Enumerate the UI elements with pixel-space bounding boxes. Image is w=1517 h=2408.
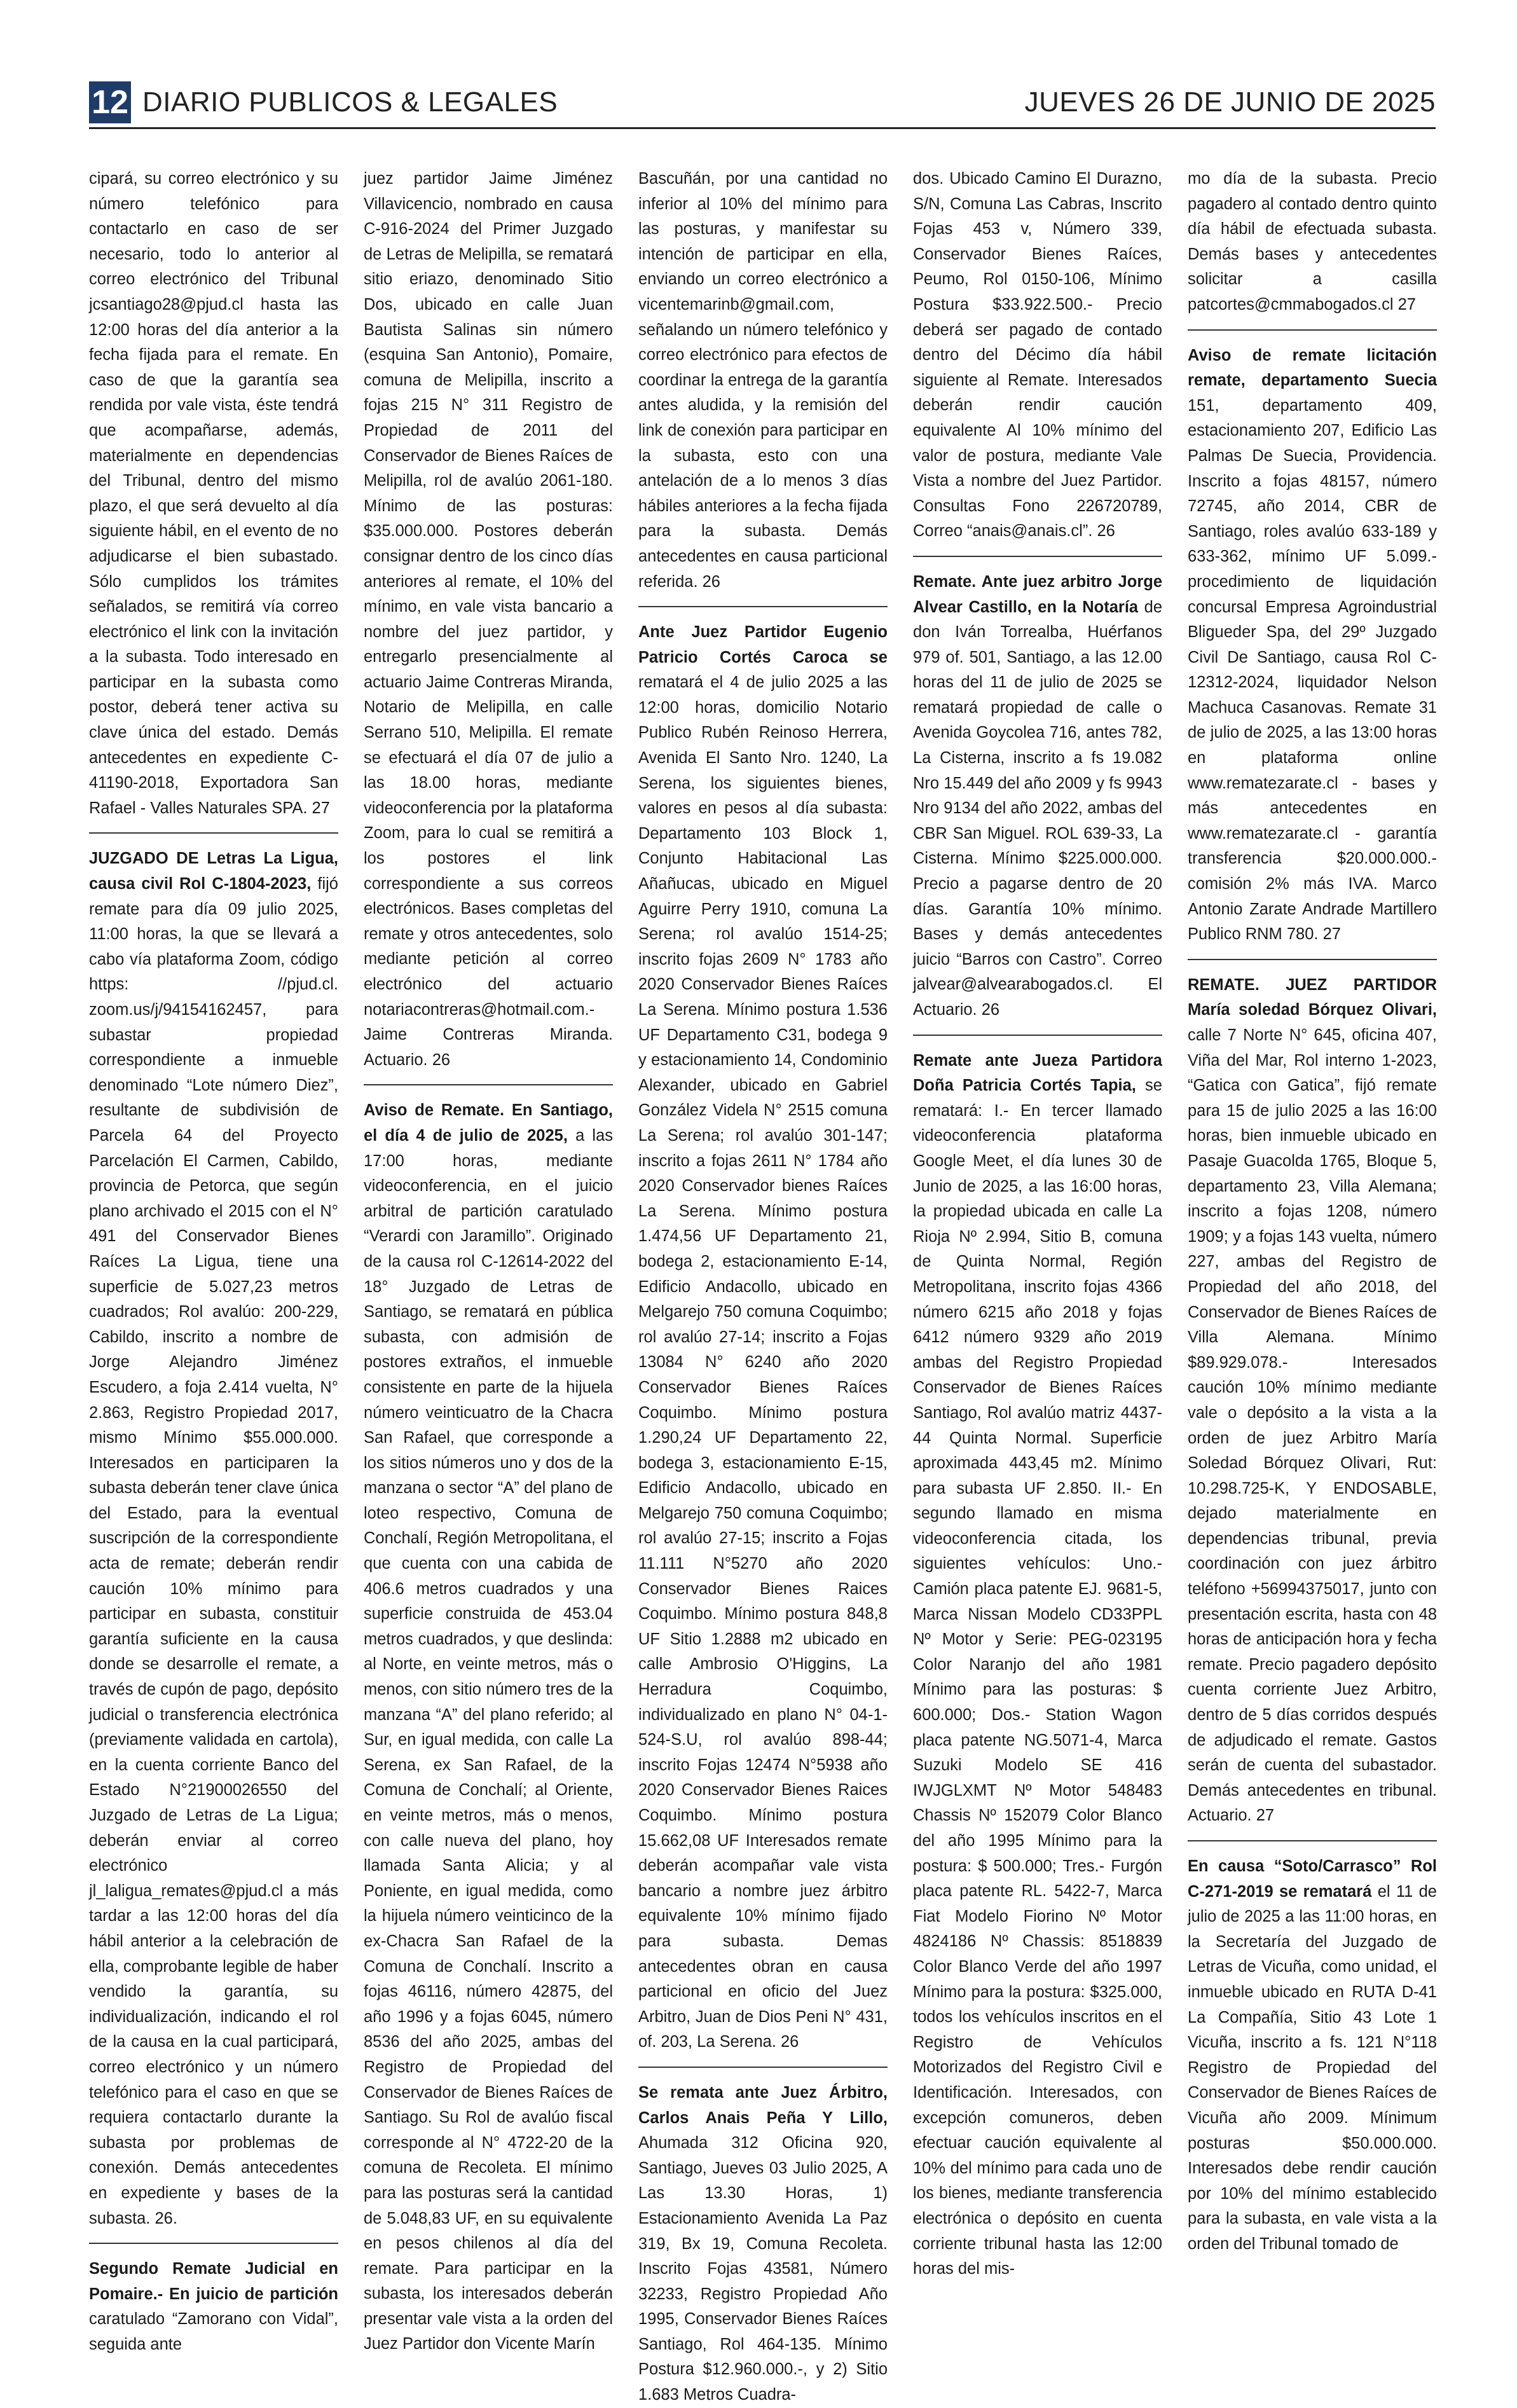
page-number: 12 — [89, 81, 131, 123]
notice — [89, 2257, 338, 2357]
masthead — [89, 81, 1436, 123]
notice-headline: Segundo Remate Judicial en Pomaire.- En juicio de partición — [89, 2260, 338, 2303]
notice — [1188, 1854, 1437, 2257]
notice — [1188, 167, 1437, 318]
notice-body: rematará el 4 de julio 2025 a las 12:00 horas, domicilio Notario Publico Rubén Reinoso Herrera, Avenida El Santo Nro. 1240, La Serena, los siguientes bienes, valores en pesos al día subasta: Departamento 103 Block 1, Conjunto Habitacional Las Añañucas, ubicado en Miguel Aguirre Perry 1910, comuna La Serena; rol avalúo 1514-25; inscrito fojas 2609 N° 1783 año 2020 Conservador Bienes Raíces La Serena. Mínimo postura 1.536 UF Departamento C31, bodega 9 y estacionamiento 14, Condominio Alexander, ubicado en Gabriel González Videla N° 2515 comuna La Serena; rol avalúo 301-147; inscrito a fojas 2611 N° 1784 año 2020 Conservador bienes Raíces La Serena. Mínimo postura 1.474,56 UF Departamento 21, bodega 2, estacionamiento E-14, Edificio Andacollo, ubicado en Melgarejo 750 comuna Coquimbo; rol avalúo 27-14; inscrito a Fojas 13084 N° 6240 año 2020 Conservador Bienes Raíces Coquimbo. Mínimo postura 1.290,24 UF Departamento 22, bodega 3, estacionamiento E-15, Edificio Andacollo, ubicado en Melgarejo 750 comuna Coquimbo; rol avalúo 27-15; inscrito a Fojas 11.111 N°5270 año 2020 Conservador Bienes Raices Coquimbo. Mínimo postura 848,8 UF Sitio 1.2888 m2 ubicado en calle Ambrosio O'Higgins, La Herradura Coquimbo, individualizado en plano N° 04-1- 524-S.U, rol avalúo 898-44; inscrito Fojas 12474 N°5938 año 2020 Conservador Bienes Raices Coquimbo. Mínimo postura 15.662,08 UF Interesados remate deberán acompañar vale vista bancario a nombre juez árbitro equivalente 10% mínimo fijado para subasta. Demas antecedentes obran en causa particional en oficio del Juez Arbitro, Juan de Dios Peni N° 431, of. 203, La Serena. 26 — [638, 673, 888, 2051]
notice — [1188, 973, 1437, 1829]
notice-separator — [1188, 329, 1437, 331]
notice-headline: Ante Juez Partidor Eugenio Patricio Cortés Caroca se — [638, 623, 888, 666]
issue-date: JUEVES 26 DE JUNIO DE 2025 — [1024, 86, 1436, 118]
column-1 — [89, 167, 338, 2353]
notice — [638, 2081, 888, 2408]
notice-separator — [638, 606, 888, 607]
notice-body: a las 17:00 horas, mediante videoconferencia, en el juicio arbitral de partición caratulado “Verardi con Jaramillo”. Originado de la causa rol C-12614-2022 del 18° Juzgado de Letras de Santiago, se rematará en pública subasta, con admisión de postores extraños, el inmueble consistente en parte de la hijuela número veinticuatro de la Chacra San Rafael, que corresponde a los sitios números uno y dos de la manzana o sector “A” del plano de loteo respectivo, Comuna de Conchalí, Región Metropolitana, el que cuenta con una cabida de 406.6 metros cuadrados y una superficie construida de 453.04 metros cuadrados, y que deslinda: al Norte, en veinte metros, más o menos, con sitio número tres de la manzana “A” del plano referido; al Sur, en igual medida, con calle La Serena, ex San Rafael, de la Comuna de Conchalí; al Oriente, en veinte metros, más o menos, con calle nueva del plano, hoy llamada Santa Alicia; y al Poniente, en igual medida, como la hijuela número veinticinco de la ex-Chacra San Rafael de la Comuna de Conchalí. Inscrito a fojas 46116, número 42875, del año 1996 y a fojas 6045, número 8536 del año 2025, ambas del Registro de Propiedad del Conservador de Bienes Raíces de Santiago. Su Rol de avalúo fiscal corresponde al N° 4722-20 de la comuna de Recoleta. El mínimo para las posturas será la cantidad de 5.048,83 UF, en su equivalente en pesos chilenos al día del remate. Para participar en la subasta, los interesados deberán presentar vale vista a la orden del Juez Partidor don Vicente Marín — [364, 1126, 613, 2353]
notice-separator — [364, 1084, 613, 1085]
notice-body: se rematará: I.- En tercer llamado videoconferencia plataforma Google Meet, el día lunes 30 de Junio de 2025, a las 16:00 horas, la propiedad ubicada en calle La Rioja Nº 2.994, Sitio B, comuna de Quinta Normal, Región Metropolitana, inscrito fojas 4366 número 6215 año 2018 y fojas 6412 número 9329 año 2019 ambas del Registro Propiedad Conservador de Bienes Raíces Santiago, Rol avalúo matriz 4437-44 Quinta Normal. Superficie aproximada 443,45 m2. Mínimo para subasta UF 2.850. II.- En segundo llamado en misma videoconferencia citada, los siguientes vehículos: Uno.-Camión placa patente EJ. 9681-5, Marca Nissan Modelo CD33PPL Nº Motor y Serie: PEG-023195 Color Naranjo del año 1981 Mínimo para las posturas: $ 600.000; Dos.- Station Wagon placa patente NG.5071-4, Marca Suzuki Modelo SE 416 IWJGLXMT Nº Motor 548483 Chassis Nº 152079 Color Blanco del año 1995 Mínimo para la postura: $ 500.000; Tres.- Furgón placa patente RL. 5422-7, Marca Fiat Modelo Fiorino Nº Motor 4824186 Nº Chassis: 8518839 Color Blanco Verde del año 1997 Mínimo para la postura: $325.000, todos los vehículos inscritos en el Registro de Vehículos Motorizados del Registro Civil e Identificación. Interesados, con excepción comuneros, deben efectuar caución equivalente al 10% del mínimo para cada uno de los bienes, mediante transferencia electrónica o depósito en cuenta corriente tribunal hasta las 12:00 horas del mis- — [913, 1077, 1162, 2278]
notice-separator — [913, 556, 1162, 557]
notice-body: dos. Ubicado Camino El Durazno, S/N, Comuna Las Cabras, Inscrito Fojas 453 v, Número 339, Conservador Bienes Raíces, Peumo, Rol 0150-106, Mínimo Postura $33.922.500.- Precio deberá ser pagado de contado dentro del Décimo día hábil siguiente al Remate. Interesados deberán rendir caución equivalente Al 10% mínimo del valor de postura, mediante Vale Vista a nombre del Juez Partidor. Consultas Fono 226720789, Correo “anais@anais.cl”. 26 — [913, 170, 1162, 540]
column-4 — [913, 167, 1163, 2278]
notice-body: 151, departamento 409, estacionamiento 207, Edificio Las Palmas De Suecia, Providencia. Inscrito a fojas 48157, número 72745, año 2014, CBR de Santiago, roles avalúo 633-189 y 633-362, mínimo UF 5.099.- procedimiento de liquidación concursal Empresa Agroindustrial Bliguеder Spa, del 29º Juzgado Civil De Santiago, causa Rol C-12312-2024, liquidador Nelson Machuca Casanovas. Remate 31 de julio de 2025, a las 13:00 horas en plataforma online www.rematezarate.cl - bases y más antecedentes en www.rematezarate.cl - garantía transferencia $20.000.000.- comisión 2% más IVA. Marco Antonio Zarate Andrade Martillero Publico RNM 780. 27 — [1188, 396, 1437, 944]
notice — [1188, 343, 1437, 947]
notice — [89, 167, 338, 821]
notice-body: caratulado “Zamorano con Vidal”, seguida ante — [89, 2310, 338, 2353]
notice-headline: Remate ante Jueza Partidora Doña Patricia Cortés Tapia, — [913, 1051, 1162, 1095]
notice-separator — [638, 2067, 888, 2068]
notice-body: cipará, su correo electrónico y su número telefónico para contactarlo en caso de ser necesario, todo lo anterior al correo electrónico del Tribunal jcsantiago28@pjud.cl hasta las 12:00 horas del día anterior a la fecha fijada para el remate. En caso de que la garantía sea rendida por vale vista, éste tendrá que acompañarse, además, materialmente en dependencias del Tribunal, dentro del mismo plazo, el que será devuelto al día siguiente hábil, en el evento de no adjudicarse el bien subastado. Sólo cumplidos los trámites señalados, se remitirá vía correo electrónico el link con la invitación a la subasta. Todo interesado en participar en la subasta como postor, deberá tener activa su clave única del estado. Demás antecedentes en expediente C-41190-2018, Exportadora San Rafael - Valles Naturales SPA. 27 — [89, 170, 338, 817]
notice-body: el 11 de julio de 2025 a las 11:00 horas, en la Secretaría del Juzgado de Letras de Vicuña, como unidad, el inmueble ubicado en RUTA D-41 La Compañía, Sitio 43 Lote 1 Vicuña, inscrito a fs. 121 N°118 Registro de Propiedad del Conservador de Bienes Raíces de Vicuña año 2009. Mínimum posturas $50.000.000. Interesados debe rendir caución por 10% del mínimo establecido para la subasta, en vale vista a la orden del Tribunal tomado de — [1188, 1882, 1437, 2253]
notice-separator — [1188, 1840, 1437, 1841]
notice — [364, 1098, 613, 2357]
notice — [364, 167, 613, 1073]
notice-headline: Se remata ante Juez Árbitro, Carlos Anais Peña Y Lillo, — [638, 2083, 888, 2127]
notice-headline: REMATE. JUEZ PARTIDOR María soledad Bórquez Olivari, — [1188, 975, 1437, 1019]
notice-separator — [913, 1035, 1162, 1036]
column-3 — [638, 167, 888, 2404]
notice-headline: En causa “Soto/Carrasco” Rol C-271-2019 se rematará — [1188, 1857, 1437, 1901]
notice-headline: Aviso de Remate. En Santiago, el día 4 de julio de 2025, — [364, 1101, 613, 1145]
notice-body: mo día de la subasta. Precio pagadero al contado dentro quinto día hábil de efectuada subasta. Demás bases y antecedentes solicitar a casilla patcortes@cmmabogados.cl 27 — [1188, 170, 1437, 313]
masthead-rule — [89, 127, 1436, 129]
notice — [913, 167, 1162, 544]
notice-separator — [89, 832, 338, 834]
notice — [913, 1049, 1162, 2282]
notice-headline: JUZGADO DE Letras La Ligua, causa civil Rol C-1804-2023, — [89, 850, 338, 893]
notice — [913, 570, 1162, 1023]
notice-body: juez partidor Jaime Jiménez Villavicencio, nombrado en causa C-916-2024 del Primer Juzgado de Letras de Melipilla, se rematará sitio eriazo, denominado Sitio Dos, ubicado en calle Juan Bautista Salinas sin número (esquina San Antonio), Pomaire, comuna de Melipilla, inscrito a fojas 215 N° 311 Registro de Propiedad de 2011 del Conservador de Bienes Raíces de Melipilla, rol de avalúo 2061-180. Mínimo de las posturas: $35.000.000. Postores deberán consignar dentro de los cinco días anteriores al remate, el 10% del mínimo, en vale vista bancario a nombre del juez partidor, y entregarlo presencialmente al actuario Jaime Contreras Miranda, Notario de Melipilla, en calle Serrano 510, Melipilla. El remate se efectuará el día 07 de julio a las 18.00 horas, mediante videoconferencia por la plataforma Zoom, para lo cual se remitirá a los postores el link correspondiente a sus correos electrónicos. Bases completas del remate y otros antecedentes, solo mediante petición al correo electrónico del actuario notariacontreras@hotmail.com.- Jaime Contreras Miranda. Actuario. 26 — [364, 170, 613, 1069]
notice-headline: Remate. Ante juez arbitro Jorge Alvear Castillo, en la Notaría — [913, 572, 1162, 616]
notice-body: Bascuñán, por una cantidad no inferior al 10% del mínimo para las posturas, y manifestar su intención de participar en ella, enviando un correo electrónico a vicentemarinb@gmail.com, señalando un número telefónico y correo electrónico para efectos de coordinar la entrega de la garantía antes aludida, y la remisión del link de conexión para participar en la subasta, esto con una antelación de a lo menos 3 días hábiles anteriores a la fecha fijada para la subasta. Demás antecedentes en causa particional referida. 26 — [638, 170, 888, 591]
notice — [638, 167, 888, 595]
notice — [638, 620, 888, 2055]
section-title: DIARIO PUBLICOS & LEGALES — [142, 86, 558, 118]
notice-headline: Aviso de remate licitación remate, departamento Suecia — [1188, 346, 1437, 390]
column-2 — [364, 167, 613, 2353]
notice-body: calle 7 Norte N° 645, oficina 407, Viña del Mar, Rol interno 1-2023, “Gatica con Gatica”, fijó remate para 15 de julio 2025 a las 16:00 horas, bien inmueble ubicado en Pasaje Guacolda 1765, Bloque 5, departamento 23, Villa Alemana; inscrito a fojas 1208, número 1909; y a fojas 143 vuelta, número 227, ambas del Registro de Propiedad del año 2018, del Conservador de Bienes Raíces de Villa Alemana. Mínimo $89.929.078.- Interesados caución 10% mínimo mediante vale o depósito a la vista a la orden de juez Arbitro María Soledad Bórquez Olivari, Rut: 10.298.725-K, Y ENDOSABLE, dejado materialmente en dependencias tribunal, previa coordinación con juez árbitro teléfono +56994375017, junto con presentación escrita, hasta con 48 horas de anticipación hora y fecha remate. Precio pagadero depósito cuenta corriente Juez Arbitro, dentro de 5 días corridos después de adjudicado el remate. Gastos serán de cuenta del subastador. Demás antecedentes en tribunal. Actuario. 27 — [1188, 1026, 1437, 1825]
notice — [89, 846, 338, 2231]
notices-columns — [89, 167, 1437, 2404]
notice-body: fijó remate para día 09 julio 2025, 11:00 horas, la que se llevará a cabo vía plataforma Zoom, código https: //pjud.cl. zoom.us/j/94154162457, para subastar propiedad correspondiente a inmueble denominado “Lote número Diez”, resultante de subdivisión de Parcela 64 del Proyecto Parcelación El Carmen, Cabildo, provincia de Petorca, que según plano archivado el 2015 con el N° 491 del Conservador Bienes Raíces La Ligua, tiene una superficie de 5.027,23 metros cuadrados; Rol avalúo: 200-229, Cabildo, inscrito a nombre de Jorge Alejandro Jiménez Escudero, a foja 2.414 vuelta, N° 2.863, Registro Propiedad 2017, mismo Mínimo $55.000.000. Interesados en participaren la subasta deberán tener clave única del Estado, para la eventual suscripción de la correspondiente acta de remate; deberán rendir caución 10% mínimo para participar en subasta, constituir garantía suficiente en la causa donde se desarrolle el remate, a través de cupón de pago, depósito judicial o transferencia electrónica (previamente validada en cartola), en la cuenta corriente Banco del Estado N°21900026550 del Juzgado de Letras de La Ligua; deberán enviar al correo electrónico jl_laligua_remates@pjud.cl a más tardar a las 12:00 horas del día hábil anterior a la celebración de ella, comprobante legible de haber vendido la garantía, su individualización, indicando el rol de la causa en la cual participará, correo electrónico y un número telefónico para el caso en que se requiera contactarlo durante la subasta por problemas de conexión. Demás antecedentes en expediente y bases de la subasta. 26. — [89, 875, 338, 2227]
notice-body: Ahumada 312 Oficina 920, Santiago, Jueves 03 Julio 2025, A Las 13.30 Horas, 1) Estacionamiento Avenida La Paz 319, Bx 19, Comuna Recoleta. Inscrito Fojas 43581, Número 32233, Registro Propiedad Año 1995, Conservador Bienes Raíces Santiago, Rol 464-135. Mínimo Postura $12.960.000.-, y 2) Sitio 1.683 Metros Cuadra- — [638, 2134, 888, 2404]
notice-separator — [89, 2243, 338, 2244]
column-5 — [1188, 167, 1437, 2253]
notice-separator — [1188, 959, 1437, 960]
notice-body: de don Iván Torrealba, Huérfanos 979 of. 501, Santiago, a las 12.00 horas del 11 de julio de 2025 se rematará propiedad de calle o Avenida Goycolea 716, antes 782, La Cisterna, inscrito a fs 19.082 Nro 15.449 del año 2009 y fs 9943 Nro 9134 del año 2022, ambas del CBR San Miguel. ROL 639-33, La Cisterna. Mínimo $225.000.000. Precio a pagarse dentro de 20 días. Garantía 10% mínimo. Bases y demás antecedentes juicio “Barros con Castro”. Correo jalvear@alvearabogados.cl. El Actuario. 26 — [913, 598, 1163, 1019]
